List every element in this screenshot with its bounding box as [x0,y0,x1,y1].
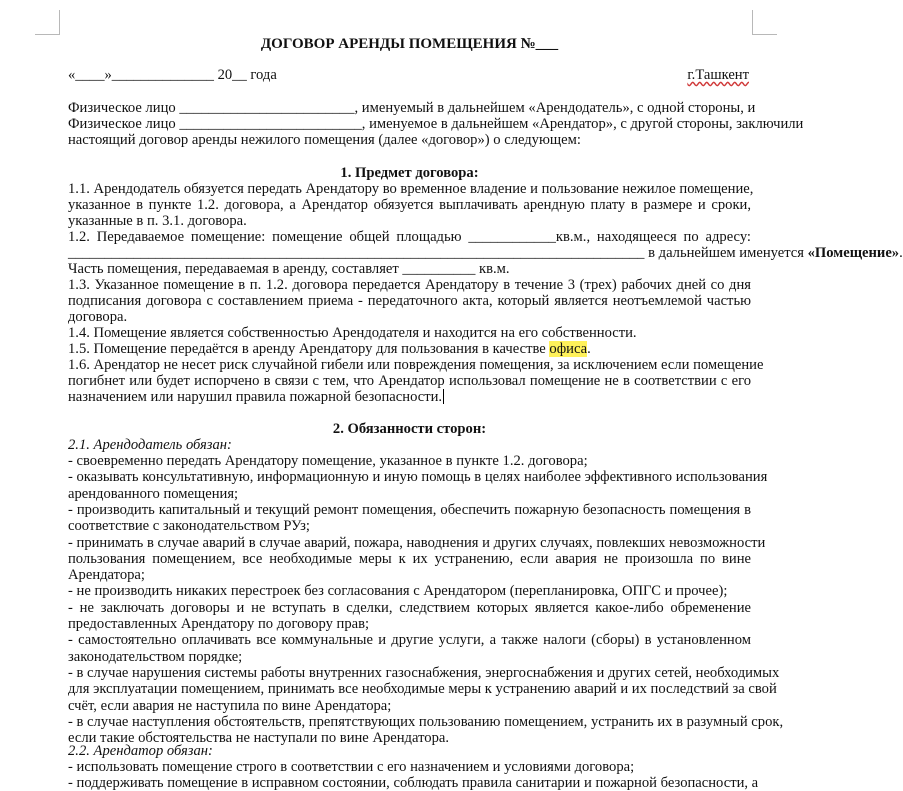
s2a-line: - в случае наступления обстоятельств, препятствующих пользованию помещением, устранить их в разумный срок, [68,713,784,730]
s2a-line: законодательством порядке; [68,648,243,665]
page-corner-mark-right [752,10,777,35]
text-cursor [443,389,444,404]
s1-line: указанное в пункте 1.2. договора, а Арендатор обязуется выплачивать арендную плату в размере и сроки, [68,197,751,213]
s1-line: подписания договора с составлением приема - передаточного акта, который является неотъемлемой частью [68,293,751,309]
s2a-line: если такие обстоятельства не наступали по вине Арендатора. [68,730,449,747]
s2a-line: арендованного помещения; [68,485,239,502]
s2a-line: - производить капитальный и текущий ремонт помещения, обеспечить пожарную безопасность помещения в [68,501,751,518]
date-place-line [68,67,751,83]
s1-line: 1.6. Арендатор не несет риск случайной гибели или повреждения помещения, за исключением если помещение [68,357,764,373]
preamble-line-2: Физическое лицо _________________________, именуемое в дальнейшем «Арендатор», с другой стороны, заключили [68,116,804,132]
s1-office-text: 1.5. Помещение передаётся в аренду Арендатору для пользования в качестве офиса. [68,341,591,357]
subsection-2-1-text: 2.1. Арендодатель обязан: [68,437,232,453]
s2a-line: - в случае нарушения системы работы внутренних газоснабжения, энергоснабжения и других сетей, необходимых [68,664,780,681]
highlighted-word: офиса [549,341,588,357]
s1-line: 1.1. Арендодатель обязуется передать Арендатору во временное владение и пользование нежилое помещение, [68,181,754,197]
subsection-2-1 [68,437,751,453]
subsection-2-2 [68,743,751,759]
preamble-line-1: Физическое лицо ________________________, именуемый в дальнейшем «Арендодатель», с одной стороны, и [68,100,756,116]
s1-line: _______________________________________________________________________________ в дальнейшем именуется «Помещение». [68,245,903,261]
preamble-line-3: настоящий договор аренды нежилого помещения (далее «договор») о следующем: [68,132,581,148]
s2b-line: - использовать помещение строго в соответствии с его назначением и условиями договора; [68,759,635,775]
defined-term: «Помещение» [807,245,900,261]
s1-line-last [68,389,751,405]
date-field: «____»______________ 20__ года [68,67,277,83]
page-corner-mark-left [35,10,60,35]
s1-line: 1.2. Передаваемое помещение: помещение общей площадью ____________кв.м., находящееся по адресу: [68,229,751,245]
s2a-line: - не производить никаких перестроек без согласования с Арендатором (перепланировка, ОПГС и прочее); [68,583,728,600]
s2a-line: - самостоятельно оплачивать все коммунальные и другие услуги, а также налоги (сборы) в установленном [68,632,751,649]
s2a-line: предоставленных Арендатору по договору прав; [68,616,370,632]
s1-line: Часть помещения, передаваемая в аренду, составляет __________ кв.м. [68,261,510,277]
subsection-2-2-text: 2.2. Арендатор обязан: [68,743,213,759]
document-title: ДОГОВОР АРЕНДЫ ПОМЕЩЕНИЯ №___ [260,36,559,52]
section-2-heading: 2. Обязанности сторон: [332,421,487,437]
s1-line: 1.3. Указанное помещение в п. 1.2. договора передается Арендатору в течение 3 (трех) рабочих дней со дня [68,277,751,293]
s2a-line: для эксплуатации помещением, принимать все необходимые меры к устранению аварий и их последствий за свой [68,681,777,698]
s2a-line: - своевременно передать Арендатору помещение, указанное в пункте 1.2. договора; [68,453,588,469]
s2a-line: - принимать в случае аварий в случае аварий, пожара, наводнения и других случаях, повлекших невозможности [68,534,766,551]
s2a-line: соответствие с законодательством РУз; [68,518,310,535]
s1-last-text: назначением или нарушил правила пожарной безопасности. [68,389,443,405]
s2a-line: - не заключать договоры и не вступать в сделки, следствием которых является какое-либо обременение [68,599,751,616]
s2a-line: пользования помещением, все необходимые меры к их устранению, если авария не произошла по вине [68,550,751,567]
s2a-line: - оказывать консультативную, информационную и иную помощь в целях наиболее эффективного использования [68,469,768,486]
s2a-line: счёт, если авария не наступила по вине Арендатора; [68,697,392,714]
s2a-line: Арендатора; [68,567,145,584]
s1-line: погибнет или будет испорчено в связи с тем, что Арендатор использовал помещение не в соответствии с его [68,373,751,389]
section-1-heading: 1. Предмет договора: [340,165,479,181]
city-field: г.Ташкент [687,67,749,83]
s1-line: 1.4. Помещение является собственностью Арендодателя и находится на его собственности. [68,325,637,341]
s1-line: указанные в п. 3.1. договора. [68,213,247,229]
s2b-line: - поддерживать помещение в исправном состоянии, соблюдать правила санитарии и пожарной безопасности, а [68,775,759,791]
s1-line-office [68,341,751,357]
s1-line: договора. [68,309,128,325]
